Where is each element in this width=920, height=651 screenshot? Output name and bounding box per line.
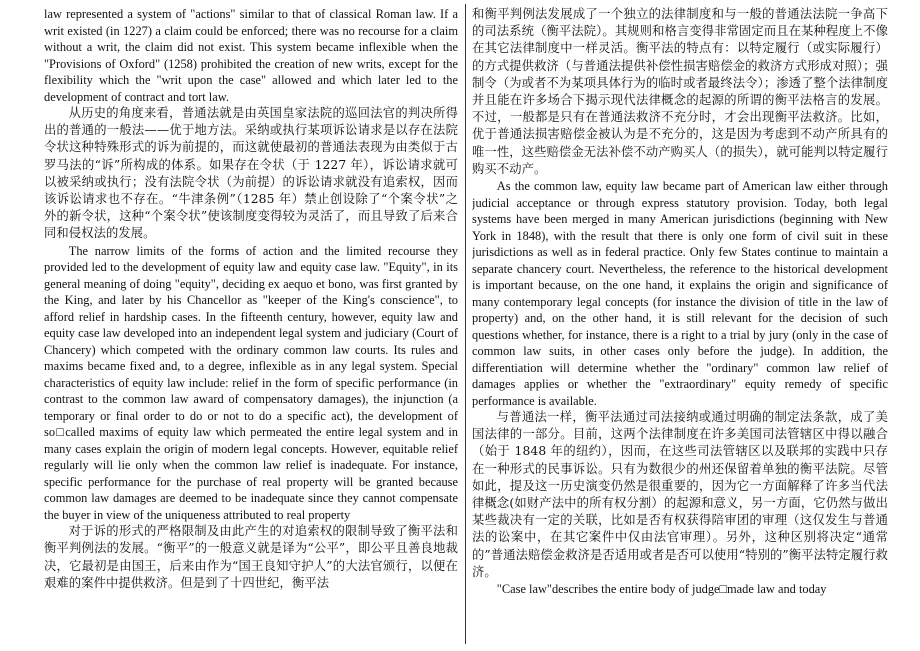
- left-column: [44, 6, 458, 646]
- paragraph-en-2: The narrow limits of the forms of action and the limited recourse they provided led to the development of equity law and equity case law. "Equity", in its general meaning of doing "equity", deciding ex aequo et bono, was first granted by the King, and later by his Chancellor as "keeper of the King's conscience", to afford relief in hardship cases. In the fifteenth century, however, equity law and equity case law developed into an independent legal system and judiciary (Court of Chancery) which competed with the ordinary common law courts. Its rules and maxims became fixed and, to a degree, inflexible as in any legal system. Special characteristics of equity law include: relief in the form of specific performance (in contrast to the common law award of compensatory damages), the injunction (a temporary or final order to do or not to do a specific act), the development of so□called maxims of equity law which permeated the entire legal system and in many cases explain the origin of modern legal concepts. However, equitable relief regularly will lie only when the common law relief is inadequate. For instance, specific performance for the purchase of real property will be granted because common law damages are deemed to be inadequate since they cannot compensate the buyer in view of the uniqueness attributed to real property: [44, 243, 458, 522]
- paragraph-zh-3: 与普通法一样，衡平法通过司法接纳或通过明确的制定法条款，成了美国法律的一部分。目前，这两个法律制度在许多美国司法管辖区中得以融合（始于 1848 年的纽约），因而，在这些司法管辖区以及联邦的实践中只存在一种形式的民事诉讼。只有为数很少的州还保留着单独的衡平法院。尽管如此，提及这一历史演变仍然是很重要的，因为它一方面解释了许多当代法律概念(如财产法中的所有权分割）的起源和意义，另一方面，它仍然与做出某些裁决有一定的关联，比如是否有权获得陪审团的审理（这仅发生与普通法的讼案中，在其它案件中仅由法官审理）。另外，这种区别将决定“通常的”普通法赔偿金救济是否适用或者是否可以使用“特别的”衡平法特定履行救济。: [472, 410, 888, 579]
- paragraph-en-3: As the common law, equity law became part of American law either through judicial acceptance or through express statutory provision. Today, both legal systems have been merged in many American jurisdictions (beginning with New York in 1848), with the result that there is only one form of civil suit in these jurisdictions as well as in federal practice. Only few States continue to maintain a separate chancery court. Nevertheless, the reference to the historical development is important because, on the one hand, it explains the origin and significance of many contemporary legal concepts (for instance the division of title in the law of property) and, on the other hand, it is still relevant for the decision of such questions whether, for instance, there is a right to a trial by jury (only in the case of common law suits, in other cases only before the judge). In addition, the differentiation will determine whether the "ordinary" common law relief of damages applies or whether the "extraordinary" equity remedy of specific performance is available.: [472, 179, 888, 408]
- column-divider: [465, 4, 466, 644]
- paragraph-en-4: "Case law"describes the entire body of judge□made law and today: [496, 582, 827, 597]
- paragraph-zh-2: 对于诉的形式的严格限制及由此产生的对追索权的限制导致了衡平法和衡平判例法的发展。“衡平”的一般意义就是译为“公平”，即公平且善良地裁决，它最初是由国王，后来由作为“国王良知守护人”的大法官颁行，以便在艰难的案件中提供救济。但是到了十四世纪，衡平法: [44, 524, 458, 590]
- right-column: [472, 6, 888, 646]
- paragraph-zh-2-continued: 和衡平判例法发展成了一个独立的法律制度和与一般的普通法法院一争高下的司法系统（衡平法院）。其规则和格言变得非常固定而且在某种程度上不像在其它法律制度中一样灵活。衡平法的特点有：以特定履行（或实际履行）的方式提供救济（与普通法提供补偿性损害赔偿金的救济方式形成对照）；强制令（为或者不为某项具体行为的临时或者最终法令）；渗透了整个法律制度并且能在许多场合下揭示现代法律概念的起源的所谓的衡平法格言的发展。不过，一般都是只有在普通法救济不充分时，才会出现衡平法救济。比如，优于普通法损害赔偿金被认为是不充分的，这是因为考虑到不动产所具有的唯一性，这些赔偿金无法补偿不动产购买人（的损失），就可能判以特定履行购买不动产。: [472, 7, 888, 176]
- paragraph-zh-1: 从历史的角度来看，普通法就是由英国皇家法院的巡回法官的判决所得出的普通的一般法——优于地方法。采纳或执行某项诉讼请求是以存在法院令状这种特殊形式的诉为前提的，而这就使最初的普通法表现为由类似于古罗马法的“诉”所构成的体系。如果存在令状（于 1227 年），诉讼请求就可以被采纳或执行；没有法院令状（为前提）的诉讼请求就没有追索权，因而该诉讼请求也不存在。“牛津条例”（1285 年）禁止创设除了“个案令状”之外的新令状，这种“个案令状”使该制度变得较为灵活了，而且导致了后来合同和侵权法的发展。: [44, 106, 458, 241]
- paragraph-en-1: law represented a system of "actions" similar to that of classical Roman law. If a writ existed (in 1227) a claim could be enforced; there was no recourse for a claim without a writ, the claim did not exist. This system became inflexible when the "Provisions of Oxford" (1258) prohibited the creation of new writs, except for the flexibility which the "writ upon the case" allowed and which later led to the development of contract and tort law.: [44, 7, 458, 104]
